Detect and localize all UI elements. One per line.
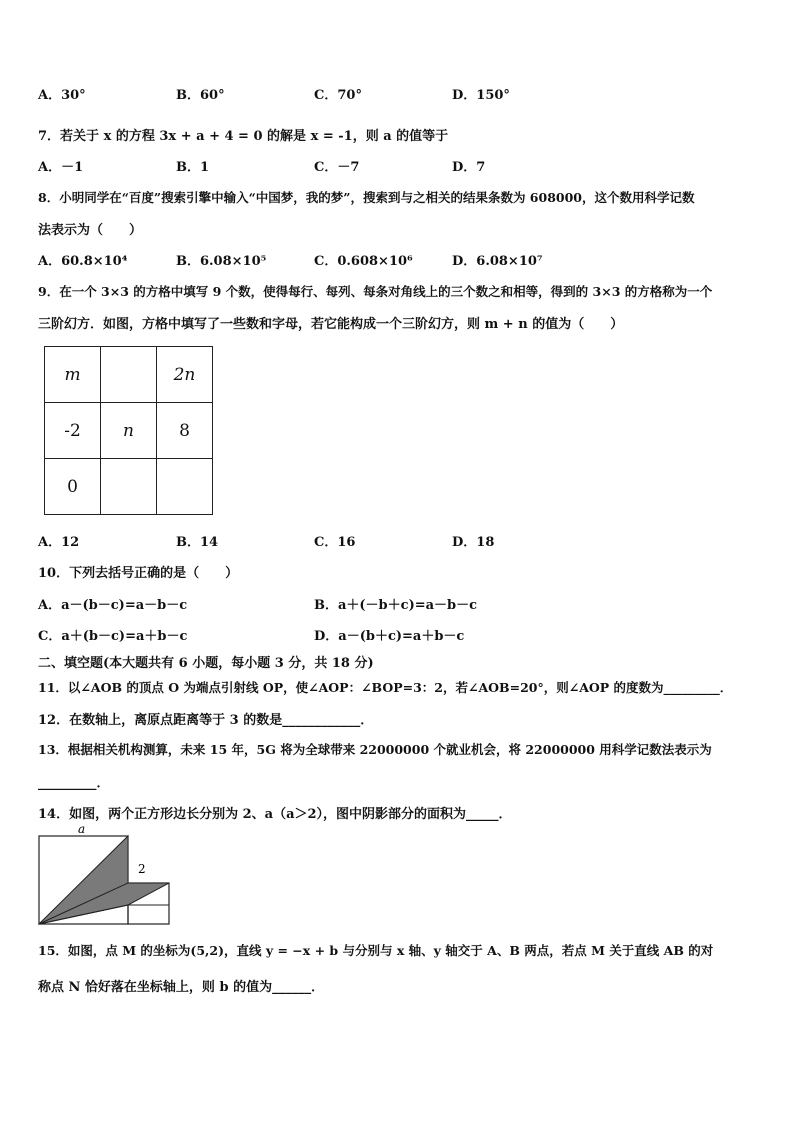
magic-square-grid (44, 346, 213, 515)
q8-option-d: D．6.08×10⁷ (452, 254, 543, 269)
q10-option-a: A．a－(b－c)=a－b－c (38, 598, 188, 613)
label-a: a (78, 823, 86, 836)
q6-option-b: B．60° (176, 88, 225, 103)
q10-option-c: C．a＋(b－c)=a＋b－c (38, 629, 188, 644)
grid-cell: m (45, 347, 101, 403)
grid-cell: 8 (157, 403, 213, 459)
q15-line1: 15．如图，点 M 的坐标为(5,2)，直线 y = −x + b 与分别与 x 轴、y 轴交于 A、B 两点，若点 M 关于直线 AB 的对 (38, 943, 714, 958)
q6-option-c: C．70° (314, 88, 362, 103)
q12-text: 12．在数轴上，离原点距离等于 3 的数是____________． (38, 713, 374, 728)
q8-option-c: C．0.608×10⁶ (314, 254, 413, 269)
q9-option-a: A．12 (38, 535, 80, 550)
q9-option-c: C．16 (314, 535, 356, 550)
two-squares-figure (38, 823, 178, 927)
label-2: 2 (138, 862, 146, 876)
q9-option-b: B．14 (176, 535, 219, 550)
q10-option-b: B．a＋(－b＋c)=a－b－c (314, 598, 478, 613)
q6-option-d: D．150° (452, 88, 510, 103)
q7-option-a: A．－1 (38, 160, 84, 175)
section-heading: 二、填空题(本大题共有 6 小题，每小题 3 分，共 18 分) (38, 656, 374, 671)
q7-text: 7．若关于 x 的方程 3x + a + 4 = 0 的解是 x = -1，则 a 的值等于 (38, 129, 449, 144)
grid-cell: 2n (157, 347, 213, 403)
q10-text: 10．下列去括号正确的是（ ） (38, 566, 239, 581)
grid-cell (101, 347, 157, 403)
q8-line1: 8．小明同学在“百度”搜索引擎中输入“中国梦，我的梦”，搜索到与之相关的结果条数为 608000，这个数用科学记数 (38, 190, 695, 205)
q8-line2: 法表示为（ ） (38, 223, 143, 238)
grid-cell (101, 459, 157, 515)
q9-line2: 三阶幻方．如图，方格中填写了一些数和字母，若它能构成一个三阶幻方，则 m + n 的值为（ ） (38, 317, 624, 332)
q11-text: 11．以∠AOB 的顶点 O 为端点引射线 OP，使∠AOP：∠BOP=3：2，若∠AOB=20°，则∠AOP 的度数为_________． (38, 680, 733, 695)
q14-text: 14．如图，两个正方形边长分别为 2、a（a＞2），图中阴影部分的面积为_____． (38, 807, 512, 822)
q13-line2: _________． (38, 776, 110, 791)
q13-line1: 13．根据相关机构测算，未来 15 年，5G 将为全球带来 22000000 个就业机会，将 22000000 用科学记数法表示为 (38, 742, 712, 757)
q7-option-b: B．1 (176, 160, 210, 175)
q8-option-b: B．6.08×10⁵ (176, 254, 267, 269)
q9-line1: 9．在一个 3×3 的方格中填写 9 个数，使得每行、每列、每条对角线上的三个数之和相等，得到的 3×3 的方格称为一个 (38, 284, 713, 299)
q15-line2: 称点 N 恰好落在坐标轴上，则 b 的值为______． (38, 980, 325, 995)
q9-option-d: D．18 (452, 535, 495, 550)
q7-option-d: D．7 (452, 160, 486, 175)
q10-option-d: D．a－(b＋c)=a＋b－c (314, 629, 465, 644)
q6-option-a: A．30° (38, 88, 86, 103)
grid-cell: 0 (45, 459, 101, 515)
grid-cell: -2 (45, 403, 101, 459)
q8-option-a: A．60.8×10⁴ (38, 254, 128, 269)
grid-cell (157, 459, 213, 515)
grid-cell: n (101, 403, 157, 459)
q7-option-c: C．－7 (314, 160, 360, 175)
